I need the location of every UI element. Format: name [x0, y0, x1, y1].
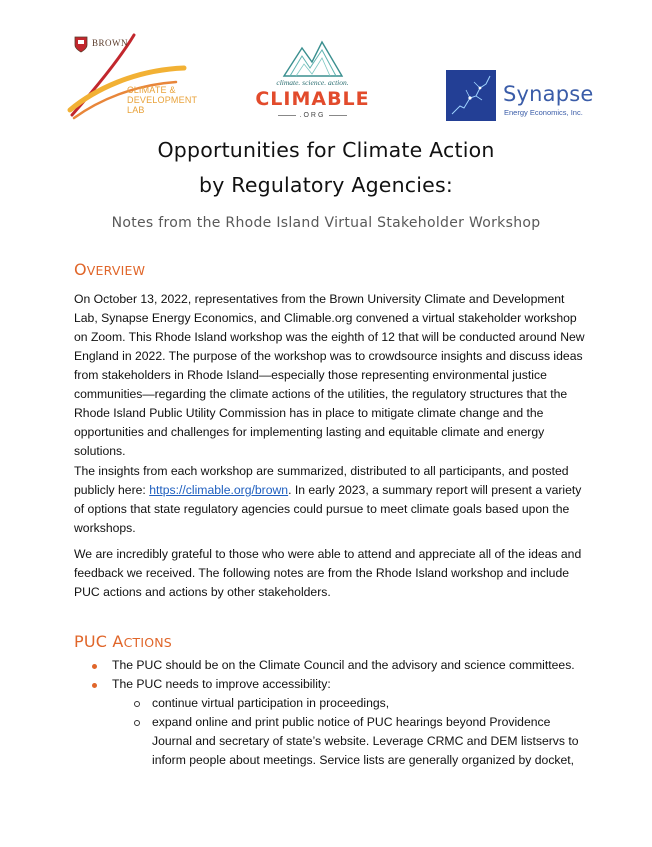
climable-logo — [250, 38, 375, 123]
overview-heading: OVERVIEW — [74, 260, 146, 279]
bullet-icon — [92, 683, 97, 688]
overview-paragraph-3: We are incredibly grateful to those who were able to attend and appreciate all of the ideas and feedback we received. The following notes are from the Rhode Island workshop and include PUC actions and actions by other stakeholders. — [74, 547, 582, 599]
climable-org-suffix: .ORG — [250, 112, 375, 119]
cdl-wordmark: CLIMATE & DEVELOPMENT LAB — [127, 85, 198, 115]
overview-paragraph-1: On October 13, 2022, representatives from the Brown University Climate and Development Lab, Synapse Energy Economics, and Climable.org convened a virtual stakeholder workshop on Zoom. This Rhode Island workshop was the eighth of 12 that will be conducted around New England in 2022. The purpose of the workshop was to crowdsource insights and discuss ideas from stakeholders in Rhode Island—especially those representing environmental justice communities—regarding the climate actions of the utilities, the regulatory structures that the Rhode Island Public Utility Commission has in place to mitigate climate change and the opportunities and challenges for implementing lasting and equitable climate and energy solutions. — [74, 292, 585, 458]
brown-climate-development-lab-logo — [64, 30, 198, 125]
hollow-bullet-icon — [134, 720, 140, 726]
list-item: The PUC needs to improve accessibility: — [112, 675, 592, 694]
document-subtitle: Notes from the Rhode Island Virtual Stakeholder Workshop — [111, 215, 541, 231]
document-title-line1: Opportunities for Climate Action — [157, 138, 495, 162]
synapse-emblem — [446, 70, 496, 121]
puc-actions-heading: PUC ACTIONS — [74, 632, 172, 651]
document-title-line2: by Regulatory Agencies: — [199, 173, 453, 197]
brown-shield-icon — [74, 36, 88, 53]
climable-tagline: climate. science. action. — [276, 78, 349, 87]
neuron-icon — [446, 70, 496, 121]
climable-wordmark: CLIMABLE — [255, 88, 370, 110]
list-item: The PUC should be on the Climate Council and the advisory and science committees. — [112, 656, 592, 675]
synapse-wordmark: Synapse — [503, 82, 594, 106]
bullet-icon — [92, 664, 97, 669]
synapse-subtitle: Energy Economics, Inc. — [504, 108, 583, 117]
synapse-logo — [446, 70, 596, 122]
brown-wordmark: BROWN — [92, 38, 128, 48]
sub-list-item: continue virtual participation in proceedings, — [152, 694, 582, 713]
logo-bar — [0, 0, 652, 130]
hollow-bullet-icon — [134, 701, 140, 707]
climable-brown-link[interactable]: https://climable.org/brown — [149, 483, 289, 497]
overview-paragraph-2: The insights from each workshop are summarized, distributed to all participants, and posted publicly here: https://climable.org/brown. In early 2023, a summary report will present a variety of options that state regulatory agencies could pursue to meet climate goals based upon the workshops. — [74, 464, 582, 535]
mountain-icon — [282, 38, 344, 78]
sub-list-item: expand online and print public notice of PUC hearings beyond Providence Journal and secretary of state’s website. Leverage CRMC and DEM listservs to inform people about meetings. Service lists are generally organized by docket, — [152, 713, 582, 770]
